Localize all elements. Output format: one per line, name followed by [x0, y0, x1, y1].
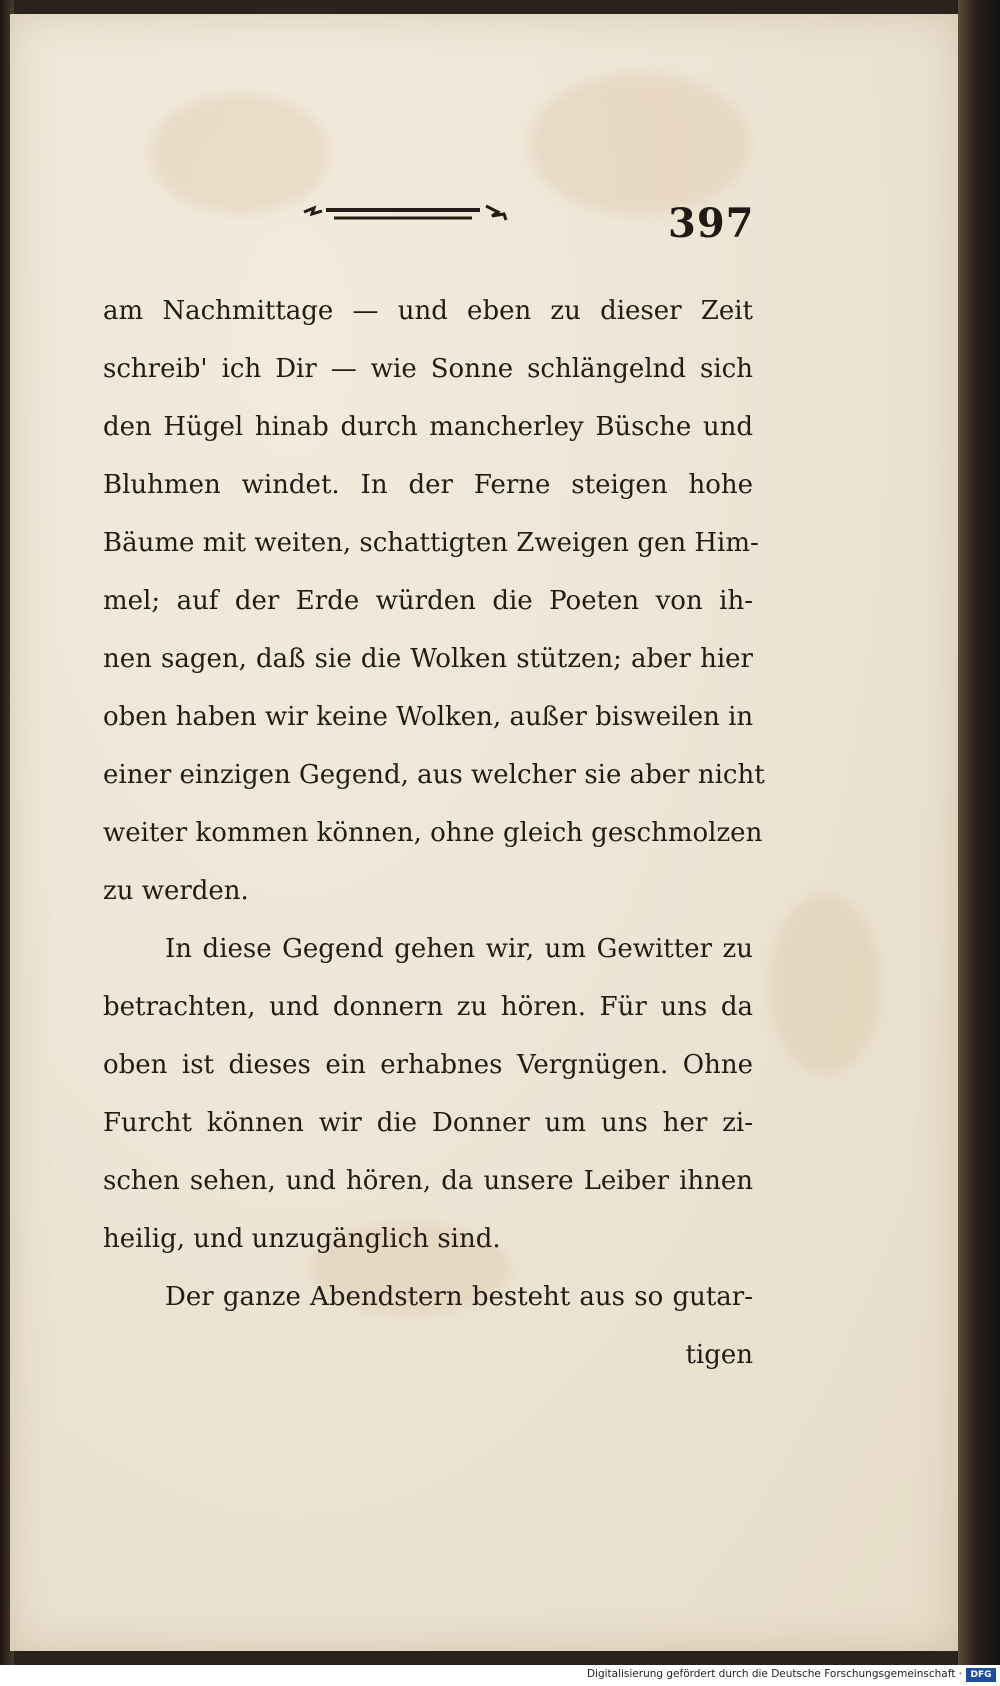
catchword: tigen: [685, 1340, 753, 1370]
paper-stain: [150, 94, 330, 214]
text-line: nen sagen, daß sie die Wolken stützen; aber hier: [103, 644, 753, 674]
text-line: In diese Gegend gehen wir, um Gewitter zu: [165, 934, 753, 964]
text-line: oben haben wir keine Wolken, außer bisweilen in: [103, 702, 754, 732]
text-line: zu werden.: [103, 876, 249, 906]
text-line: am Nachmittage — und eben zu dieser Zeit: [103, 296, 753, 326]
page-number: 397: [668, 200, 755, 247]
paper-stain: [530, 74, 750, 214]
text-line: den Hügel hinab durch mancherley Büsche und: [103, 412, 753, 442]
text-line: heilig, und unzugänglich sind.: [103, 1224, 501, 1254]
text-line: Der ganze Abendstern besteht aus so gutar-: [165, 1282, 753, 1312]
text-line: betrachten, und donnern zu hören. Für uns da: [103, 992, 753, 1022]
page-edge: [958, 0, 1000, 1665]
text-line: Bluhmen windet. In der Ferne steigen hohe: [103, 470, 753, 500]
text-line: Furcht können wir die Donner um uns her zi-: [103, 1108, 753, 1138]
text-line: oben ist dieses ein erhabnes Vergnügen. Ohne: [103, 1050, 753, 1080]
dfg-logo-icon: DFG: [966, 1668, 996, 1682]
text-line: schreib' ich Dir — wie Sonne schlängelnd sich: [103, 354, 753, 384]
text-line: Bäume mit weiten, schattigten Zweigen gen Him-: [103, 528, 759, 558]
decorative-rule-icon: [300, 198, 530, 228]
text-line: einer einzigen Gegend, aus welcher sie aber nicht: [103, 760, 765, 790]
footer-bar: [0, 1665, 1000, 1686]
text-line: weiter kommen können, ohne gleich geschmolzen: [103, 818, 763, 848]
funding-credit: Digitalisierung gefördert durch die Deutsche Forschungsgemeinschaft ·: [586, 1668, 962, 1680]
body-text: [103, 282, 765, 1384]
paper-stain: [770, 894, 880, 1074]
text-line: schen sehen, und hören, da unsere Leiber ihnen: [103, 1166, 753, 1196]
text-line: mel; auf der Erde würden die Poeten von ih-: [103, 586, 753, 616]
